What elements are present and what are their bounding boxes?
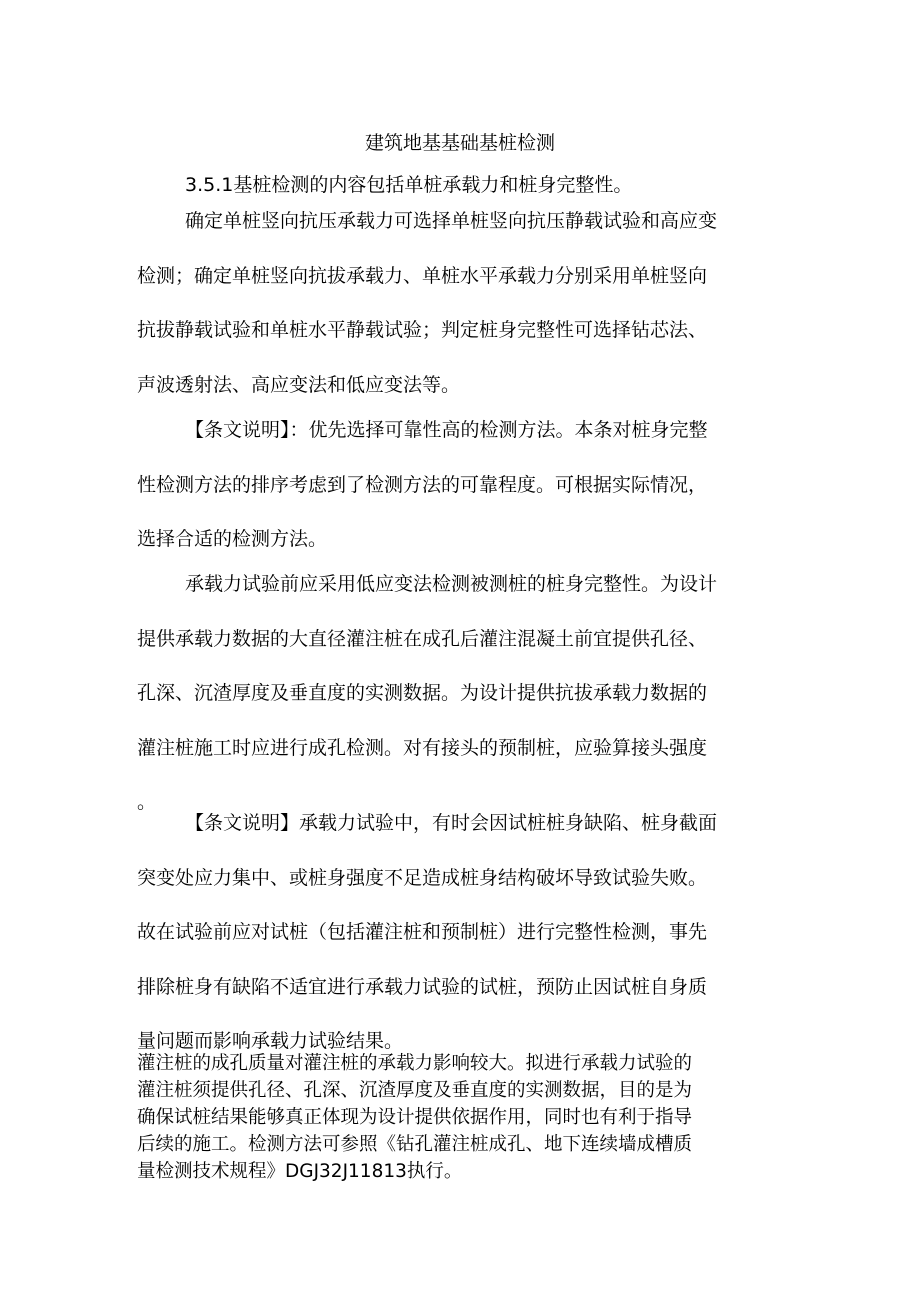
paragraph-explanation-2 <box>137 796 787 1069</box>
document-title: 建筑地基基础基桩检测 <box>364 132 555 154</box>
paragraph-line: 抗拔静载试验和单桩水平静载试验；判定桩身完整性可选择钻芯法、 <box>137 319 708 341</box>
paragraph-line: 【条文说明】承载力试验中，有时会因试桩桩身缺陷、桩身截面 <box>185 812 718 834</box>
paragraph-line: 性检测方法的排序考虑到了检测方法的可靠程度。可根据实际情况， <box>137 473 708 496</box>
paragraph-capacity-methods <box>137 194 787 412</box>
paragraph-pre-test-integrity <box>137 557 787 830</box>
paragraph-line: 灌注桩须提供孔径、孔深、沉渣厚度及垂直度的实测数据，目的是为 <box>137 1080 693 1101</box>
paragraph-line: 确保试桩结果能够真正体现为设计提供依据作用，同时也有利于指导 <box>137 1107 693 1128</box>
paragraph-line: 。 <box>137 791 157 813</box>
paragraph-line: 声波透射法、高应变法和低应变法等。 <box>137 373 461 396</box>
paragraph-line: 量问题而影响承载力试验结果。 <box>137 1030 404 1052</box>
paragraph-line: 3.5.1基桩检测的内容包括单桩承载力和桩身完整性。 <box>185 174 633 196</box>
paragraph-line: 量检测技术规程》DGJ32J11813执行。 <box>137 1161 463 1182</box>
paragraph-line: 确定单桩竖向抗压承载力可选择单桩竖向抗压静载试验和高应变 <box>185 210 718 232</box>
paragraph-line: 检测；确定单桩竖向抗拔承载力、单桩水平承载力分别采用单桩竖向 <box>137 264 708 287</box>
paragraph-line: 灌注桩的成孔质量对灌注桩的承载力影响较大。拟进行承载力试验的 <box>137 1053 693 1074</box>
paragraph-line: 承载力试验前应采用低应变法检测被测桩的桩身完整性。为设计 <box>185 573 718 595</box>
paragraph-line: 故在试验前应对试桩（包括灌注桩和预制桩）进行完整性检测，事先 <box>137 921 708 943</box>
paragraph-line: 突变处应力集中、或桩身强度不足造成桩身结构破坏导致试验失败。 <box>137 866 708 889</box>
paragraph-line: 【条文说明】：优先选择可靠性高的检测方法。本条对桩身完整 <box>185 419 708 441</box>
paragraph-line: 后续的施工。检测方法可参照《钻孔灌注桩成孔、地下连续墙成槽质 <box>137 1134 693 1155</box>
paragraph-line: 孔深、沉渣厚度及垂直度的实测数据。为设计提供抗拔承载力数据的 <box>137 682 708 704</box>
paragraph-explanation-1 <box>137 403 787 567</box>
paragraph-hole-quality <box>137 1050 787 1185</box>
paragraph-line: 选择合适的检测方法。 <box>137 528 328 550</box>
paragraph-line: 提供承载力数据的大直径灌注桩在成孔后灌注混凝土前宜提供孔径、 <box>137 627 708 650</box>
paragraph-line: 排除桩身有缺陷不适宜进行承载力试验的试桩，预防止因试桩自身质 <box>137 975 708 998</box>
paragraph-line: 灌注桩施工时应进行成孔检测。对有接头的预制桩，应验算接头强度 <box>137 736 708 759</box>
